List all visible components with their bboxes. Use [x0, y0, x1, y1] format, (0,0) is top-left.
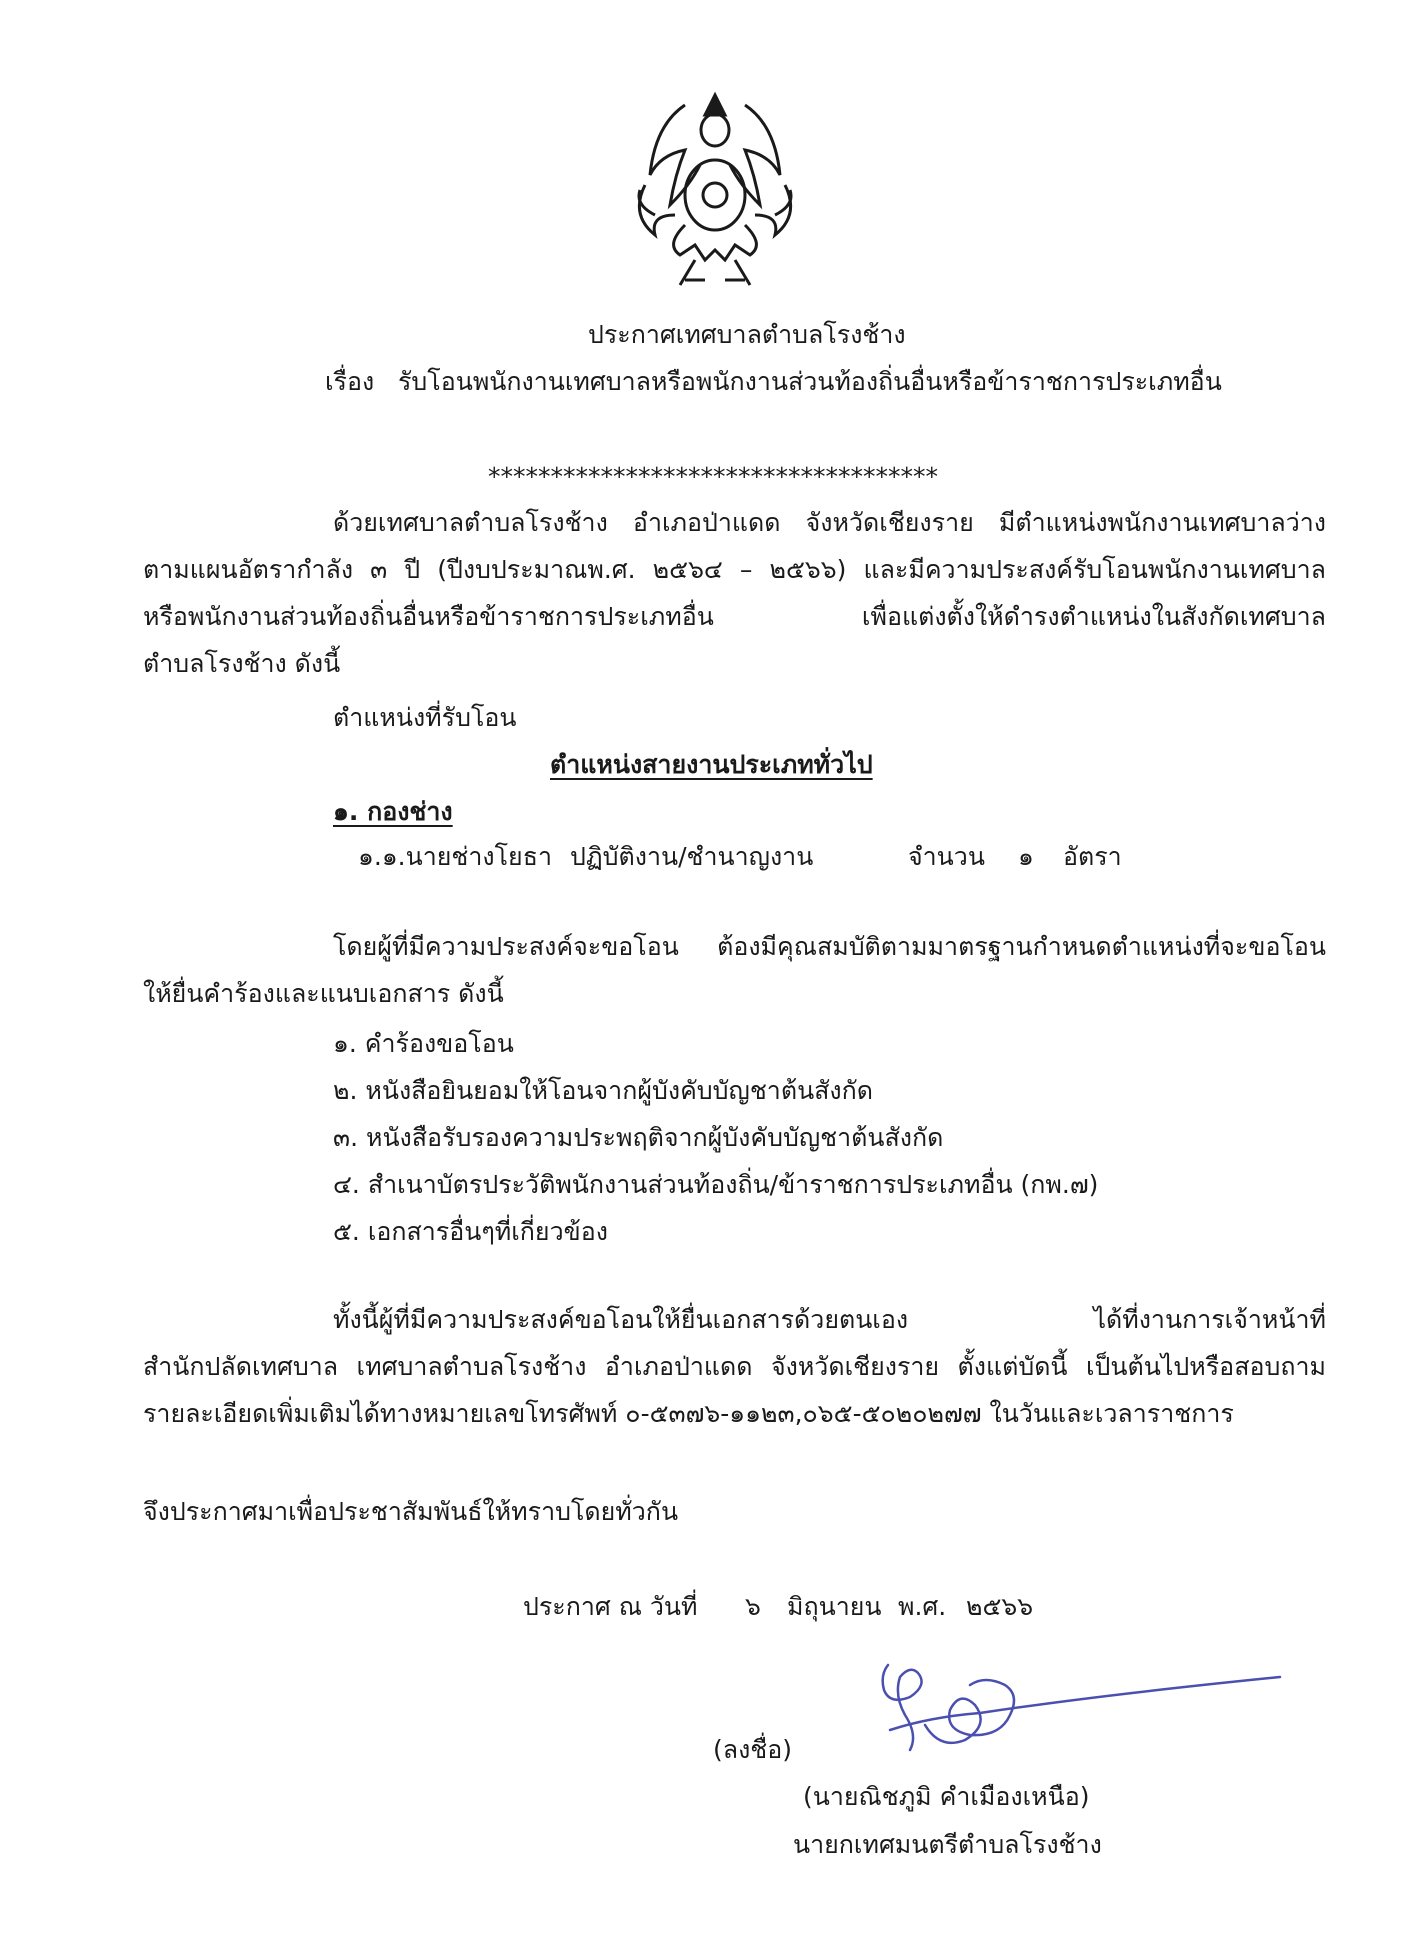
signed-label: (ลงชื่อ) [713, 1735, 793, 1764]
para1-line4: ตำบลโรงช้าง ดังนี้ [143, 649, 341, 678]
announce-year: ๒๕๖๖ [966, 1592, 1034, 1621]
para2-line1: โดยผู้ที่มีความประสงค์จะขอโอน ต้องมีคุณสมบัติตามมาตรฐานกำหนดตำแหน่งที่จะขอโอน [333, 932, 1326, 961]
para1-line2: ตามแผนอัตรากำลัง ๓ ปี (ปีงบประมาณพ.ศ. ๒๕๖๔ – ๒๕๖๖) และมีความประสงค์รับโอนพนักงานเทศบาล [143, 555, 1326, 584]
document-item-2: ๒. หนังสือยินยอมให้โอนจากผู้บังคับบัญชาต้นสังกัด [333, 1076, 874, 1105]
separator-line: ************************************ [488, 462, 938, 491]
subject-prefix: เรื่อง [325, 367, 375, 396]
para1-line3: หรือพนักงานส่วนท้องถิ่นอื่นหรือข้าราชการประเภทอื่น เพื่อแต่งตั้งให้ดำรงตำแหน่งในสังกัดเทศบาล [143, 602, 1326, 631]
position-name: ๑.๑.นายช่างโยธา [358, 842, 552, 871]
position-level: ปฏิบัติงาน/ชำนาญงาน [570, 842, 814, 871]
document-item-4: ๔. สำเนาบัตรประวัติพนักงานส่วนท้องถิ่น/ข้าราชการประเภทอื่น (กพ.๗) [333, 1170, 1099, 1199]
division-heading: ๑. กองช่าง [333, 797, 453, 826]
position-count-label: จำนวน [908, 842, 985, 871]
announce-month: มิถุนายน [787, 1592, 882, 1621]
garuda-emblem-icon [625, 85, 805, 295]
para1-line1: ด้วยเทศบาลตำบลโรงช้าง อำเภอป่าแดด จังหวัดเชียงราย มีตำแหน่งพนักงานเทศบาลว่าง [333, 508, 1326, 537]
position-count: ๑ [1018, 842, 1034, 871]
handwritten-signature [870, 1655, 1290, 1795]
signer-title: นายกเทศมนตรีตำบลโรงช้าง [793, 1830, 1102, 1859]
position-unit: อัตรา [1063, 842, 1122, 871]
announce-year-prefix: พ.ศ. [898, 1592, 947, 1621]
closing-line: จึงประกาศมาเพื่อประชาสัมพันธ์ให้ทราบโดยทั่วกัน [143, 1497, 679, 1526]
category-heading: ตำแหน่งสายงานประเภททั่วไป [550, 750, 873, 779]
document-item-3: ๓. หนังสือรับรองความประพฤติจากผู้บังคับบัญชาต้นสังกัด [333, 1123, 944, 1152]
document-item-1: ๑. คำร้องขอโอน [333, 1029, 514, 1058]
document-item-5: ๕. เอกสารอื่นๆที่เกี่ยวข้อง [333, 1217, 608, 1246]
announce-day: ๖ [745, 1592, 761, 1621]
para3-line3: รายละเอียดเพิ่มเติมได้ทางหมายเลขโทรศัพท์ ๐-๕๓๗๖-๑๑๒๓,๐๖๕-๕๐๒๐๒๗๗ ในวันและเวลาราชการ [143, 1399, 1234, 1428]
para3-line2: สำนักปลัดเทศบาล เทศบาลตำบลโรงช้าง อำเภอป่าแดด จังหวัดเชียงราย ตั้งแต่บัดนี้ เป็นต้นไปหรือสอบถาม [143, 1352, 1326, 1381]
announce-date-prefix: ประกาศ ณ วันที่ [523, 1592, 698, 1621]
subject-text: รับโอนพนักงานเทศบาลหรือพนักงานส่วนท้องถิ่นอื่นหรือข้าราชการประเภทอื่น [398, 367, 1222, 396]
positions-label: ตำแหน่งที่รับโอน [333, 703, 517, 732]
para2-line2: ให้ยื่นคำร้องและแนบเอกสาร ดังนี้ [143, 979, 504, 1008]
signer-name: (นายณิชภูมิ คำเมืองเหนือ) [803, 1782, 1090, 1811]
page-title: ประกาศเทศบาลตำบลโรงช้าง [588, 320, 906, 349]
para3-line1: ทั้งนี้ผู้ที่มีความประสงค์ขอโอนให้ยื่นเอกสารด้วยตนเอง ได้ที่งานการเจ้าหน้าที่ [333, 1305, 1326, 1334]
